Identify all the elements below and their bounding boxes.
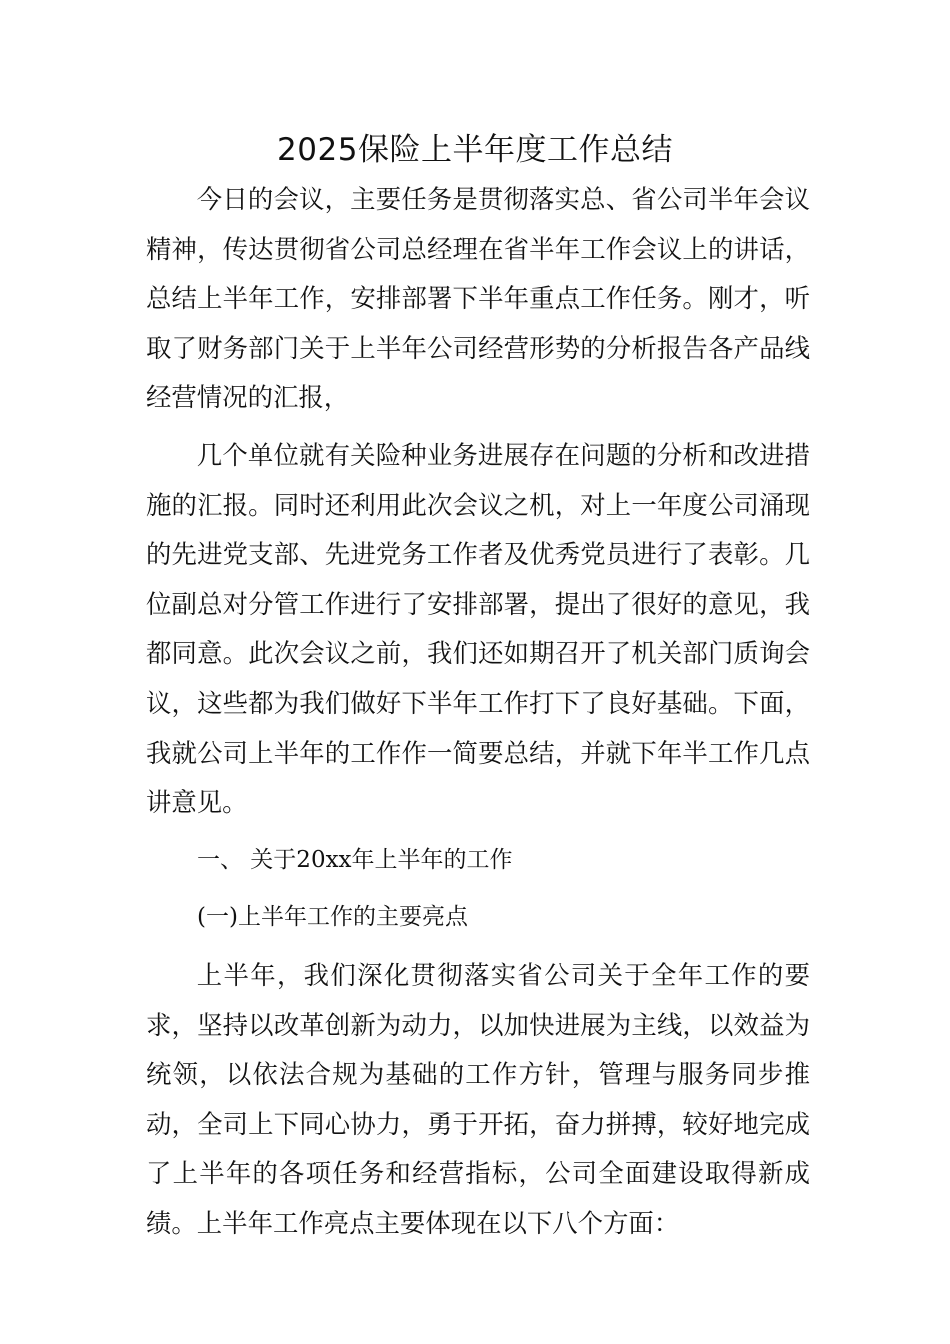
document-title: 2025保险上半年度工作总结 bbox=[277, 132, 673, 168]
paragraph-reports: 几个单位就有关险种业务进展存在问题的分析和改进措施的汇报。同时还利用此次会议之机，对上一年度公司涌现的先进党支部、先进党务工作者及优秀党员进行了表彰。几位副总对分管工作进行了安排部署，提出了很好的意见，我都同意。此次会议之前，我们还如期召开了机关部门质询会议，这些都为我们做好下半年工作打下了良好基础。下面，我就公司上半年的工作作一简要总结，并就下年半工作几点讲意见。 bbox=[146, 439, 810, 818]
section-heading: 一、 关于20xx年上半年的工作 bbox=[197, 846, 513, 873]
document-body bbox=[146, 175, 810, 1248]
paragraph-intro: 今日的会议，主要任务是贯彻落实总、省公司半年会议精神，传达贯彻省公司总经理在省半年工作会议上的讲话，总结上半年工作，安排部署下半年重点工作任务。刚才，听取了财务部门关于上半年公司经营形势的分析报告各产品线经营情况的汇报， bbox=[146, 184, 810, 413]
subsection-heading: (一)上半年工作的主要亮点 bbox=[197, 904, 468, 931]
paragraph-highlights: 上半年，我们深化贯彻落实省公司关于全年工作的要求，坚持以改革创新为动力，以加快进展为主线，以效益为统领，以依法合规为基础的工作方针，管理与服务同步推动，全司上下同心协力，勇于开拓，奋力拼搏，较好地完成了上半年的各项任务和经营指标，公司全面建设取得新成绩。上半年工作亮点主要体现在以下八个方面： bbox=[146, 959, 810, 1238]
